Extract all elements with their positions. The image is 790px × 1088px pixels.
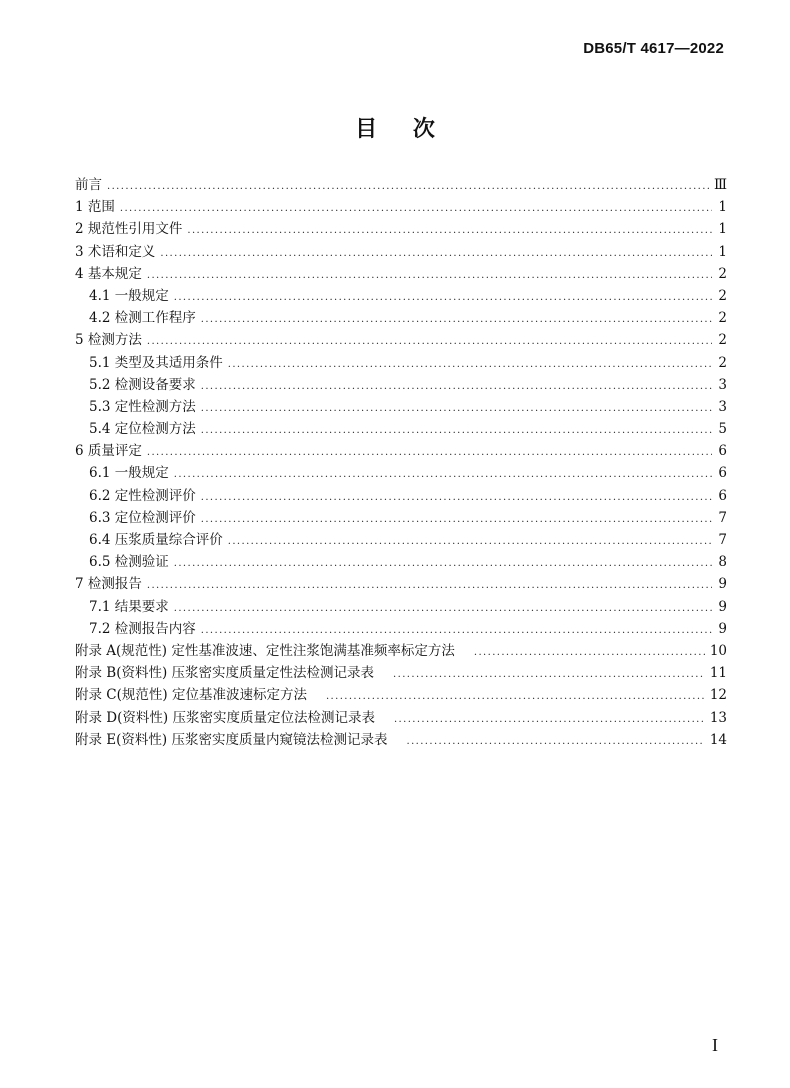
toc-entry[interactable]	[75, 174, 727, 196]
toc-entry[interactable]	[75, 729, 727, 751]
toc-entry-label: 1 范围	[75, 199, 115, 216]
toc-entry-label: 7.1 结果要求	[89, 598, 169, 615]
toc-entry-label: 4.2 检测工作程序	[89, 310, 196, 327]
toc-entry-label: 附录 A(规范性) 定性基准波速、定性注浆饱满基准频率标定方法	[75, 642, 455, 659]
toc-dot-leader	[174, 464, 712, 486]
toc-entry-label: 前言	[75, 177, 102, 193]
toc-entry-page: 5	[718, 421, 727, 438]
toc-entry-page: 2	[718, 265, 727, 282]
toc-entry-label: 6.3 定位检测评价	[89, 509, 196, 526]
toc-entry-page: 8	[718, 554, 727, 571]
toc-entry-label: 附录 D(资料性) 压浆密实度质量定位法检测记录表	[75, 709, 375, 726]
toc-entry-label: 5.4 定位检测方法	[89, 421, 196, 438]
toc-entry-page: 7	[718, 532, 727, 548]
toc-entry-page: 6	[718, 465, 727, 482]
toc-entry-page: 1	[718, 199, 727, 216]
toc-dot-leader	[174, 287, 712, 309]
toc-entry-page: 6	[718, 487, 727, 504]
document-code: DB65/T 4617—2022	[583, 40, 724, 57]
toc-entry[interactable]	[75, 507, 727, 529]
toc-entry-label: 4.1 一般规定	[89, 287, 169, 304]
toc-entry-page: 7	[718, 509, 727, 526]
toc-entry-page: 12	[709, 687, 727, 704]
toc-entry[interactable]	[75, 307, 727, 329]
toc-entry[interactable]	[75, 618, 727, 640]
toc-dot-leader	[394, 709, 705, 731]
toc-dot-leader	[160, 243, 712, 265]
toc-entry-label: 5 检测方法	[75, 332, 142, 349]
page-number: I	[712, 1035, 718, 1055]
toc-entry[interactable]	[75, 352, 727, 374]
toc-entry[interactable]	[75, 329, 727, 351]
toc-entry-label: 5.2 检测设备要求	[89, 376, 196, 393]
toc-entry-page: 2	[718, 310, 727, 327]
toc-entry[interactable]	[75, 196, 727, 218]
toc-entry[interactable]	[75, 551, 727, 573]
toc-entry-page: 1	[718, 221, 727, 238]
toc-entry-label: 附录 C(规范性) 定位基准波速标定方法	[75, 687, 307, 704]
toc-entry-label: 5.1 类型及其适用条件	[89, 354, 223, 371]
toc-entry-label: 3 术语和定义	[75, 243, 156, 260]
toc-dot-leader	[120, 198, 712, 220]
toc-entry[interactable]	[75, 396, 727, 418]
toc-entry[interactable]	[75, 241, 727, 263]
toc-entry-label: 6.4 压浆质量综合评价	[89, 532, 223, 548]
toc-entry-page: 1	[718, 243, 727, 260]
toc-dot-leader	[201, 487, 712, 509]
toc-dot-leader	[147, 331, 712, 353]
toc-entry-page: 2	[718, 354, 727, 371]
toc-entry-label: 6.1 一般规定	[89, 465, 169, 482]
toc-dot-leader	[201, 376, 712, 398]
toc-entry[interactable]	[75, 707, 727, 729]
toc-entry[interactable]	[75, 485, 727, 507]
toc-entry[interactable]	[75, 218, 727, 240]
toc-entry-page: 2	[718, 332, 727, 349]
toc-dot-leader	[201, 509, 712, 531]
toc-entry-page: 9	[718, 620, 727, 637]
toc-entry[interactable]	[75, 418, 727, 440]
toc-dot-leader	[147, 575, 712, 597]
toc-entry-page: 3	[718, 398, 727, 415]
toc-dot-leader	[201, 620, 712, 642]
toc-dot-leader	[187, 220, 712, 242]
toc-dot-leader	[147, 442, 712, 464]
toc-entry-label: 5.3 定性检测方法	[89, 398, 196, 415]
toc-entry-page: 9	[718, 576, 727, 593]
toc-dot-leader	[174, 598, 712, 620]
toc-entry[interactable]	[75, 662, 727, 684]
toc-entry-page: 10	[709, 642, 727, 659]
toc-entry-label: 7.2 检测报告内容	[89, 620, 196, 637]
toc-dot-leader	[228, 354, 712, 376]
page-title: 目 次	[355, 117, 435, 142]
toc-entry-page: 11	[709, 665, 727, 682]
toc-entry[interactable]	[75, 573, 727, 595]
toc-dot-leader	[107, 176, 709, 198]
toc-entry-label: 6.2 定性检测评价	[89, 487, 196, 504]
toc-dot-leader	[326, 686, 705, 708]
toc-entry[interactable]	[75, 529, 727, 551]
toc-entry-label: 7 检测报告	[75, 576, 142, 593]
toc-dot-leader	[201, 398, 712, 420]
toc-entry[interactable]	[75, 462, 727, 484]
toc-dot-leader	[393, 664, 705, 686]
toc-entry-page: 14	[709, 731, 727, 748]
toc-entry-page: 13	[709, 709, 727, 726]
toc-entry-page: 2	[718, 287, 727, 304]
toc-dot-leader	[406, 731, 704, 753]
toc-dot-leader	[201, 309, 712, 331]
toc-entry-label: 附录 E(资料性) 压浆密实度质量内窥镜法检测记录表	[75, 731, 388, 748]
toc-entry[interactable]	[75, 684, 727, 706]
toc-entry[interactable]	[75, 374, 727, 396]
toc-entry-label: 6 质量评定	[75, 443, 142, 460]
toc-dot-leader	[174, 553, 712, 575]
toc-entry-page: 3	[718, 376, 727, 393]
toc-entry[interactable]	[75, 640, 727, 662]
toc-entry-page: Ⅲ	[713, 177, 727, 193]
toc-entry-label: 2 规范性引用文件	[75, 221, 183, 238]
toc-entry-page: 9	[718, 598, 727, 615]
table-of-contents	[75, 174, 727, 751]
toc-dot-leader	[201, 420, 712, 442]
toc-entry[interactable]	[75, 596, 727, 618]
toc-dot-leader	[474, 642, 705, 664]
toc-entry-page: 6	[718, 443, 727, 460]
toc-entry[interactable]	[75, 285, 727, 307]
toc-entry-label: 4 基本规定	[75, 265, 142, 282]
toc-dot-leader	[147, 265, 712, 287]
toc-entry[interactable]	[75, 440, 727, 462]
toc-dot-leader	[228, 531, 712, 553]
toc-entry-label: 6.5 检测验证	[89, 554, 169, 571]
toc-entry[interactable]	[75, 263, 727, 285]
toc-entry-label: 附录 B(资料性) 压浆密实度质量定性法检测记录表	[75, 665, 375, 682]
